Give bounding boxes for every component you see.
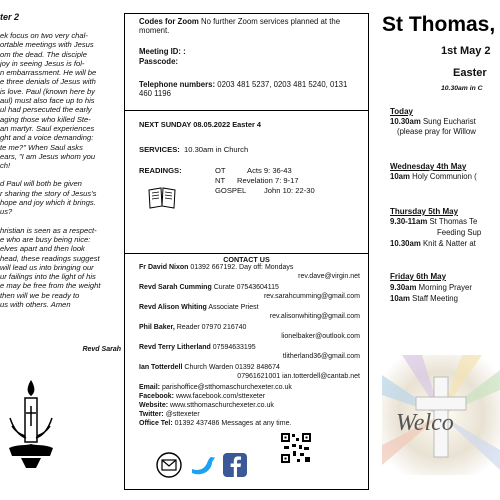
telephone-numbers	[139, 80, 359, 99]
welcome-cross-image	[382, 355, 500, 475]
day-thursday: Thursday 5th May	[390, 207, 459, 216]
day-today: Today	[390, 107, 413, 116]
reflection-title: ter 2	[0, 12, 20, 22]
reflection-paragraph-2: d Paul will both be given r sharing the story of Jesus's hope and joy which it brings. us?	[0, 179, 97, 217]
office-tel-line: Office Tel: 01392 437486 Messages at any time.	[139, 420, 292, 427]
qr-code-icon[interactable]	[280, 432, 312, 464]
contact-line-3: Revd Alison Whiting Associate Priest	[139, 304, 259, 311]
contact-email-1[interactable]: rev.dave@virgin.net	[298, 273, 360, 280]
facebook-icon[interactable]	[221, 451, 249, 479]
reading-ot-book: OT	[215, 166, 226, 175]
event-thursday-1: 9.30-11am St Thomas Te	[390, 217, 478, 226]
passcode: Passcode:	[139, 57, 179, 66]
event-today-1: 10.30am Sung Eucharist	[390, 117, 476, 126]
website-line[interactable]: Website: www.stthomaschurchexeter.co.uk	[139, 402, 274, 409]
event-friday-2: 10am Staff Meeting	[390, 294, 458, 303]
next-sunday-box	[125, 110, 368, 254]
event-thursday-3: 10.30am Knit & Natter at	[390, 239, 476, 248]
service-date: 1st May 2	[441, 45, 491, 57]
twitter-icon[interactable]	[189, 451, 217, 479]
reflection-column	[0, 0, 125, 500]
telephone-values: 0203 481 5237, 0203 481 5240, 0131 460 1196	[139, 80, 348, 99]
zoom-heading-rest: No further Zoom services planned at the moment.	[139, 17, 341, 36]
contact-line-1: Fr David Nixon 01392 667192. Day off: Mondays	[139, 264, 294, 271]
email-phone-icon[interactable]	[155, 451, 183, 479]
services-label: SERVICES:	[139, 145, 180, 154]
telephone-label: Telephone numbers:	[139, 80, 216, 89]
zoom-heading-bold: Codes for Zoom	[139, 17, 199, 26]
reading-nt-book: NT	[215, 176, 226, 185]
readings-label: READINGS:	[139, 166, 182, 175]
reading-ot-ref: Acts 9: 36-43	[247, 166, 292, 175]
email-line[interactable]: Email: parishoffice@stthomaschurchexeter.co.uk	[139, 384, 292, 391]
day-wednesday: Wednesday 4th May	[390, 162, 467, 171]
reflection-text	[0, 31, 122, 318]
easter-candle-icon	[6, 378, 56, 470]
contact-line-2: Revd Sarah Cumming Curate 07543604115	[139, 284, 279, 291]
contact-email-5[interactable]: tlitherland36@gmail.com	[282, 353, 360, 360]
contact-line-5: Revd Terry Litherland 07594633195	[139, 344, 256, 351]
reading-gospel-book: GOSPEL	[215, 186, 247, 195]
zoom-heading	[139, 17, 349, 36]
church-name: St Thomas,	[382, 13, 496, 36]
next-sunday-title: NEXT SUNDAY 08.05.2022 Easter 4	[139, 120, 262, 129]
info-panel	[124, 13, 369, 490]
event-today-2: (please pray for Willow	[397, 127, 476, 136]
contacts-title: CONTACT US	[223, 255, 270, 264]
event-wednesday-1: 10am Holy Communion (	[390, 172, 477, 181]
services-line	[139, 145, 248, 154]
contacts-box	[125, 253, 368, 489]
zoom-box	[125, 14, 368, 111]
day-friday: Friday 6th May	[390, 272, 447, 281]
contact-email-4[interactable]: lionelbaker@outlook.com	[281, 333, 360, 340]
reading-gospel-ref: John 10: 22-30	[264, 186, 315, 195]
services-value: 10.30am in Church	[184, 145, 249, 154]
twitter-line[interactable]: Twitter: @sttexeter	[139, 411, 200, 418]
season-title: Easter	[453, 67, 487, 79]
facebook-line[interactable]: Facebook: www.facebook.com/sttexeter	[139, 393, 266, 400]
contact-line-6: Ian Totterdell Church Warden 01392 848674	[139, 364, 280, 371]
service-time: 10.30am in C	[441, 85, 483, 92]
meeting-id: Meeting ID: :	[139, 47, 186, 56]
contact-email-6[interactable]: 07961621001 ian.totterdell@cantab.net	[237, 373, 360, 380]
reading-nt-ref: Revelation 7: 9-17	[237, 176, 299, 185]
open-bible-icon	[147, 184, 177, 210]
reflection-paragraph-3: hristian is seen as a respect- e who are busy being nice: elves apart and then look head, these readings suggest will lead us into bringing our ur failings into the light of his e may be free from the weight then will we be ready to us with others. Amen	[0, 225, 101, 310]
reflection-signature: Revd Sarah	[82, 346, 121, 353]
contact-email-2[interactable]: rev.sarahcumming@gmail.com	[263, 293, 360, 300]
welcome-text: Welco	[396, 410, 454, 436]
contact-email-3[interactable]: rev.alisonwhiting@gmail.com	[269, 313, 360, 320]
event-thursday-2: Feeding Sup	[437, 228, 482, 237]
event-friday-1: 9.30am Morning Prayer	[390, 283, 472, 292]
reflection-paragraph-1: ek focus on two very chal- ortable meetings with Jesus om the dead. The disciple joy in seeing Jesus is fol- n embarrassment. He will be e three denials of Jesus with is love. Paul (known here by aul) must also face up to his ul had persecuted the early aging those who killed Ste- an martyr. Saul experiences ght and a voice demanding: te me?" When Saul asks ears, "I am Jesus whom you ch!	[0, 31, 97, 171]
contact-line-4: Phil Baker, Reader 07970 216740	[139, 324, 247, 331]
